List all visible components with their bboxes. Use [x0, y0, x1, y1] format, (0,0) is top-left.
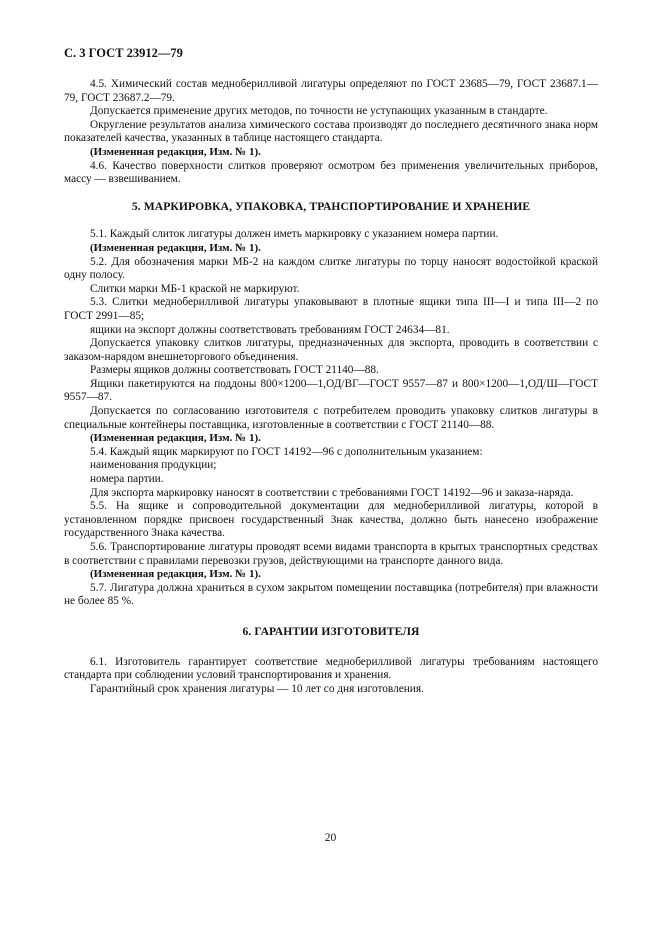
paragraph-5-3: 5.3. Слитки медноберилливой лигатуры упаковывают в плотные ящики типа III—I и типа III—2 по ГОСТ 2991—85;: [64, 296, 598, 322]
page-number: 20: [324, 832, 337, 844]
paragraph-6-1-warranty: Гарантийный срок хранения лигатуры — 10 лет со дня изготовления.: [90, 682, 424, 695]
paragraph-5-1: 5.1. Каждый слиток лигатуры должен иметь маркировку с указанием номера партии.: [90, 228, 499, 241]
paragraph-4-5-rounding: Округление результатов анализа химического состава производят до последнего десятичного знака норм показателей качества, указанных в таблице настоящего стандарта.: [64, 118, 598, 145]
paragraph-5-3-containers: Допускается по согласованию изготовителя с потребителем проводить упаковку слитков лигатуры в специальные контейнеры поставщика, изготовленные в соответствии с ГОСТ 21140—88.: [64, 405, 598, 431]
section-6-heading: 6. ГАРАНТИИ ИЗГОТОВИТЕЛЯ: [242, 624, 420, 638]
paragraph-5-2: 5.2. Для обозначения марки МБ-2 на каждом слитке лигатуры по торцу наносят водостойкой краской одну полосу.: [64, 255, 598, 282]
amendment-note: (Измененная редакция, Изм. № 1).: [90, 432, 261, 445]
paragraph-4-6: 4.6. Качество поверхности слитков проверяют осмотром без применения увеличительных приборов, массу — взвешиванием.: [64, 159, 598, 186]
paragraph-5-2-mb1: Слитки марки МБ-1 краской не маркируют.: [90, 282, 300, 295]
document-body: [64, 78, 598, 696]
paragraph-5-3-pallets: Ящики пакетируются на поддоны 800×1200—1,ОД/ВГ—ГОСТ 9557—87 и 800×1200—1,ОД/Ш—ГОСТ 9557—87.: [64, 377, 598, 404]
paragraph-6-1: 6.1. Изготовитель гарантирует соответствие медноберилливой лигатуры требованиям настоящего стандарта при соблюдении условий транспортирования и хранения.: [64, 655, 598, 682]
paragraph-5-3-export: ящики на экспорт должны соответствовать требованиям ГОСТ 24634—81.: [90, 323, 450, 336]
amendment-note: (Измененная редакция, Изм. № 1).: [90, 241, 261, 254]
paragraph-5-5: 5.5. На ящике и сопроводительной документации для медноберилливой лигатуры, которой в установленном порядке присвоен государственный Знак качества, должно быть нанесено изображение государственного Знака качества.: [64, 500, 598, 540]
amendment-note: (Измененная редакция, Изм. № 1).: [90, 145, 261, 158]
paragraph-5-4-export: Для экспорта маркировку наносят в соответствии с требованиями ГОСТ 14192—96 и заказа-наряда.: [90, 486, 574, 499]
page-header: С. 3 ГОСТ 23912—79: [64, 46, 183, 60]
paragraph-5-4-product-name: наименования продукции;: [90, 459, 217, 472]
paragraph-5-4-batch-number: номера партии.: [90, 473, 164, 486]
paragraph-5-3-export-order: Допускается упаковку слитков лигатуры, предназначенных для экспорта, проводить в соответствии с заказом-нарядом внешнеторгового объединения.: [64, 337, 598, 363]
section-5-heading: 5. МАРКИРОВКА, УПАКОВКА, ТРАНСПОРТИРОВАНИЕ И ХРАНЕНИЕ: [131, 199, 531, 213]
paragraph-5-6: 5.6. Транспортирование лигатуры проводят всеми видами транспорта в крытых транспортных средствах в соответствии с правилами перевозки грузов, действующими на транспорте данного вида.: [64, 541, 598, 567]
paragraph-5-3-box-sizes: Размеры ящиков должны соответствовать ГОСТ 21140—88.: [90, 364, 379, 377]
amendment-note: (Измененная редакция, Изм. № 1).: [90, 568, 261, 581]
paragraph-5-7: 5.7. Лигатура должна храниться в сухом закрытом помещении поставщика (потребителя) при влажности не более 85 %.: [64, 581, 598, 608]
paragraph-4-5-methods: Допускается применение других методов, по точности не уступающих указанным в стандарте.: [90, 105, 548, 118]
paragraph-4-5: 4.5. Химический состав медноберилливой лигатуры определяют по ГОСТ 23685—79, ГОСТ 23687.1—79, ГОСТ 23687.2—79.: [64, 78, 598, 104]
paragraph-5-4: 5.4. Каждый ящик маркируют по ГОСТ 14192—96 с дополнительным указанием:: [90, 445, 483, 458]
